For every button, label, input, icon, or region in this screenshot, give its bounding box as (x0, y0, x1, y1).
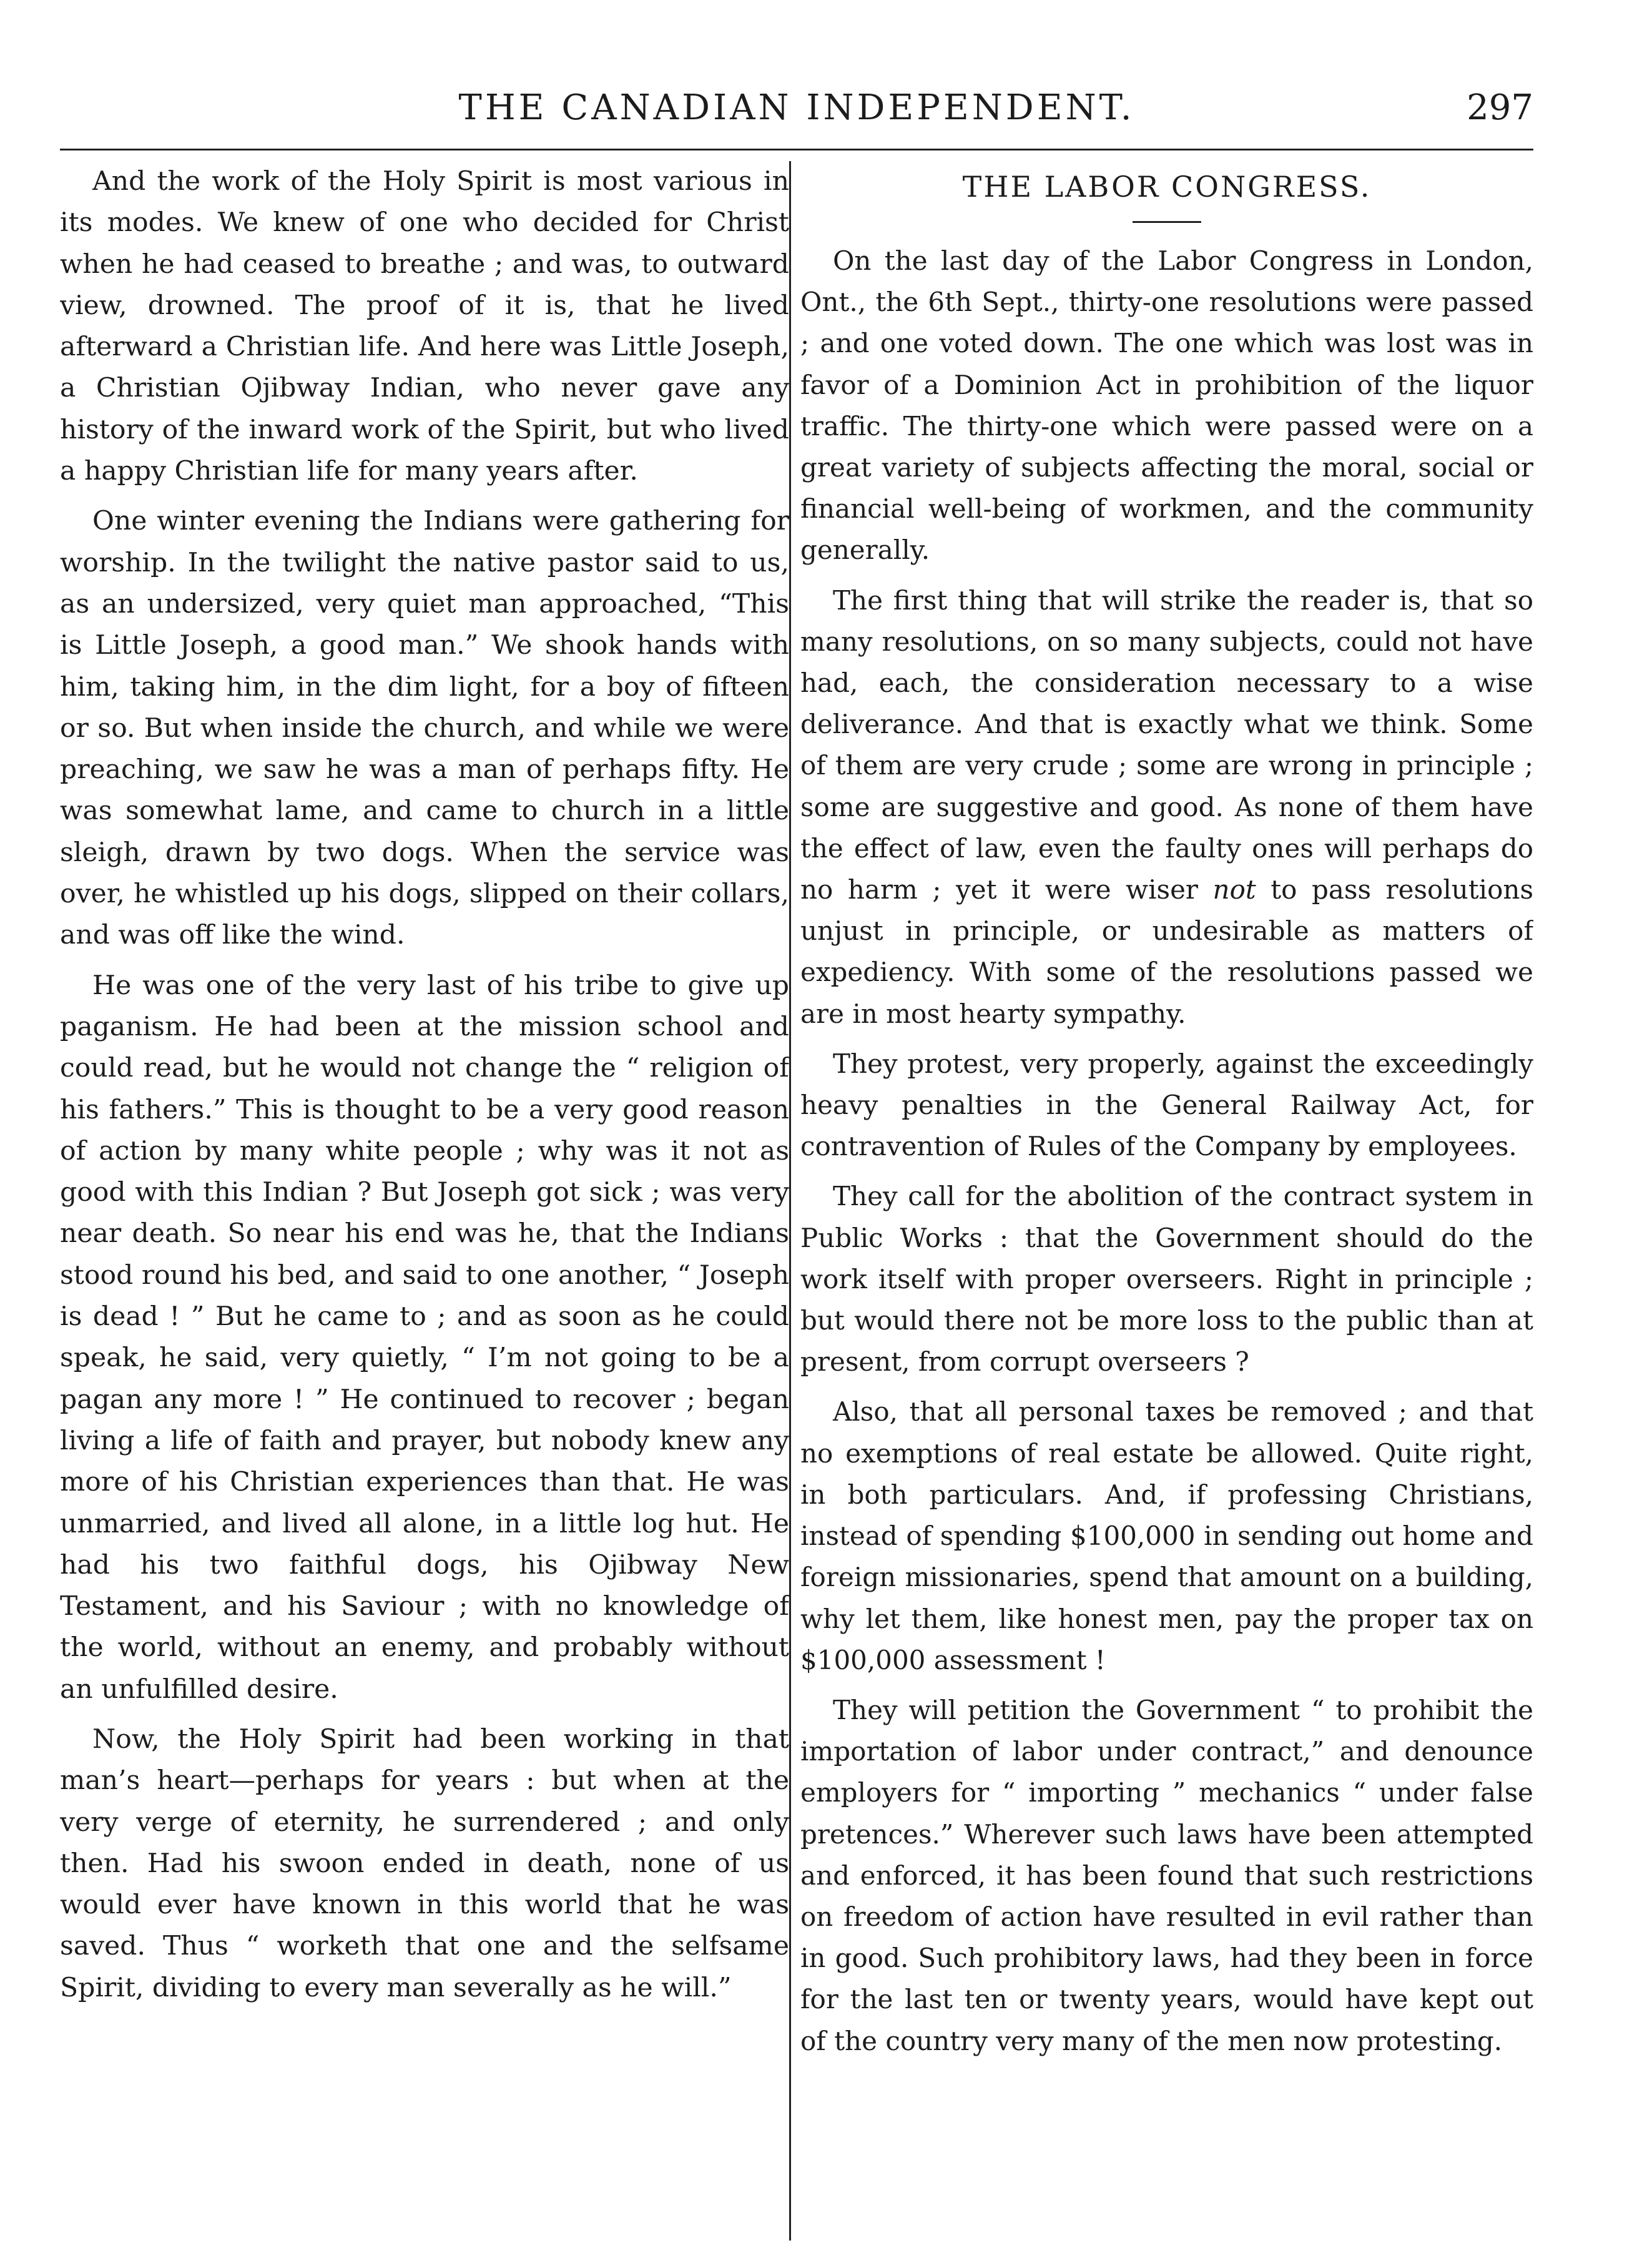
header-rule (60, 149, 1533, 150)
page-number: 297 (1467, 87, 1533, 128)
paragraph: He was one of the very last of his tribe to give up paganism. He had been at the mission school and could read, but he would not change the “ religion of his fathers.” This is thought to be a very good reason of action by many white people ; why was it not as good with this Indian ? But Joseph got sick ; was very near death. So near his end was he, that the Indians stood round his bed, and said to one another, “ Joseph is dead ! ” But he came to ; and as soon as he could speak, he said, very quietly, “ I’m not going to be a pagan any more ! ” He continued to recover ; began living a life of faith and prayer, but nobody knew any more of his Christian experiences than that. He was unmarried, and lived all alone, in a little log hut. He had his two faithful dogs, his Ojibway New Testament, and his Saviour ; with no knowledge of the world, without an enemy, and probably without an unfulfilled desire. (60, 970, 789, 1705)
right-column (800, 161, 1533, 2247)
paragraph: Also, that all personal taxes be removed ; and that no exemptions of real estate be allowed. Quite right, in both particulars. And, if professing Christians, instead of spending $100,000 in sending out home and foreign missionaries, spend that amount on a building, why let them, like honest men, pay the proper tax on $100,000 assessment ! (800, 1396, 1533, 1675)
paragraph (800, 580, 1533, 1035)
paragraph: Now, the Holy Spirit had been working in that man’s heart—perhaps for years : but when at the very verge of eternity, he surrendered ; and only then. Had his swoon ended in death, none of us would ever have known in this world that he was saved. Thus “ worketh that one and the selfsame Spirit, dividing to every man severally as he will.” (60, 1723, 789, 2003)
emphasis-text: not (1212, 874, 1256, 905)
paragraph-text: The first thing that will strike the reader is, that so many resolutions, on so many subjects, could not have had, each, the consideration necessary to a wise deliverance. And that is exactly what we think. Some of them are very crude ; some are wrong in principle ; some are suggestive and good. As none of them have the effect of law, even the faulty ones will perhaps do no harm ; yet it were wiser (800, 584, 1533, 905)
paragraph: One winter evening the Indians were gathering for worship. In the twilight the native pastor said to us, as an undersized, very quiet man approached, “This is Little Joseph, a good man.” We shook hands with him, taking him, in the dim light, for a boy of fifteen or so. But when inside the church, and while we were preaching, we saw he was a man of perhaps fifty. He was somewhat lame, and came to church in a little sleigh, drawn by two dogs. When the service was over, he whistled up his dogs, slipped on their collars, and was off like the wind. (60, 506, 789, 951)
paragraph: On the last day of the Labor Congress in London, Ont., the 6th Sept., thirty-one resolutions were passed ; and one voted down. The one which was lost was in favor of a Dominion Act in prohibition of the liquor traffic. The thirty-one which were passed were on a great variety of subjects affecting the moral, social or financial well-being of workmen, and the community generally. (800, 245, 1533, 566)
paragraph: They will petition the Government “ to prohibit the importation of labor under contract,” and denounce employers for “ importing ” mechanics “ under false pretences.” Wherever such laws have been attempted and enforced, it has been found that such restrictions on freedom of action have resulted in evil rather than in good. Such prohibitory laws, had they been in force for the last ten or twenty years, would have kept out of the country very many of the men now protesting. (800, 1694, 1533, 2056)
column-divider (789, 161, 791, 2241)
paragraph: And the work of the Holy Spirit is most various in its modes. We knew of one who decided for Christ when he had ceased to breathe ; and was, to outward view, drowned. The proof of it is, that he lived afterward a Christian life. And here was Little Joseph, a Christian Ojibway Indian, who never gave any history of the inward work of the Spirit, but who lived a happy Christian life for many years after. (60, 166, 789, 487)
paragraph-text: to pass resolutions unjust in principle, or undesirable as matters of expediency. With some of the resolutions passed we are in most hearty sympathy. (800, 874, 1533, 1029)
paragraph: They call for the abolition of the contract system in Public Works : that the Government should do the work itself with proper overseers. Right in principle ; but would there not be more loss to the public than at present, from corrupt overseers ? (800, 1181, 1533, 1378)
section-title: THE LABOR CONGRESS. (962, 170, 1372, 204)
left-column (60, 161, 789, 2247)
paragraph: They protest, very properly, against the exceedingly heavy penalties in the General Railway Act, for contravention of Rules of the Company by employees. (800, 1048, 1533, 1162)
section-rule (1133, 221, 1201, 223)
running-title: THE CANADIAN INDEPENDENT. (458, 87, 1135, 128)
page-header (60, 81, 1533, 144)
